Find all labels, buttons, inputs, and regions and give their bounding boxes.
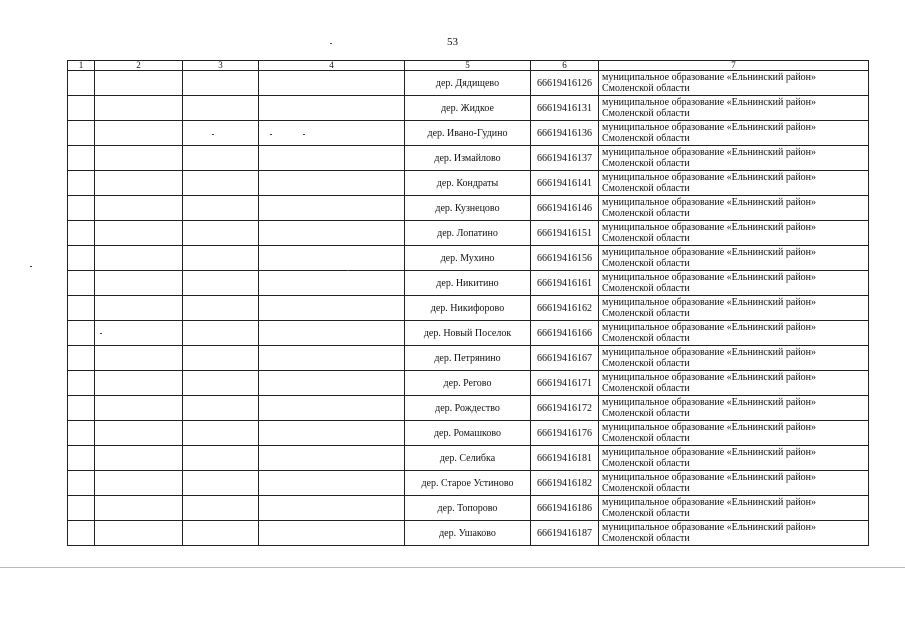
oktmo-code-cell: 66619416137 [531, 146, 599, 171]
municipality-cell [599, 196, 869, 221]
column-header-6: 6 [531, 61, 599, 71]
municipality-cell [599, 521, 869, 546]
empty-cell [68, 96, 95, 121]
municipality-line-1: муниципальное образование «Ельнинский район» [602, 472, 817, 483]
municipality-cell [599, 146, 869, 171]
empty-cell [183, 121, 259, 146]
empty-cell [95, 321, 183, 346]
empty-cell [95, 446, 183, 471]
empty-cell [95, 171, 183, 196]
empty-cell [95, 396, 183, 421]
empty-cell [95, 221, 183, 246]
municipality-line-2: Смоленской области [602, 433, 690, 444]
municipality-cell [599, 121, 869, 146]
municipality-line-2: Смоленской области [602, 408, 690, 419]
empty-cell [259, 296, 405, 321]
municipality-line-2: Смоленской области [602, 108, 690, 119]
column-header-3: 3 [183, 61, 259, 71]
municipality-line-1: муниципальное образование «Ельнинский район» [602, 522, 817, 533]
table-row [68, 71, 869, 96]
oktmo-code-cell: 66619416126 [531, 71, 599, 96]
settlement-name-cell: дер. Ушаково [405, 521, 531, 546]
municipality-line-2: Смоленской области [602, 283, 690, 294]
municipality-cell [599, 446, 869, 471]
empty-cell [183, 321, 259, 346]
empty-cell [68, 346, 95, 371]
empty-cell [259, 96, 405, 121]
empty-cell [259, 396, 405, 421]
settlement-name-cell: дер. Кузнецово [405, 196, 531, 221]
municipality-cell [599, 496, 869, 521]
municipality-line-1: муниципальное образование «Ельнинский район» [602, 447, 817, 458]
settlement-name-cell: дер. Мухино [405, 246, 531, 271]
empty-cell [183, 271, 259, 296]
empty-cell [183, 71, 259, 96]
oktmo-code-cell: 66619416156 [531, 246, 599, 271]
empty-cell [95, 346, 183, 371]
empty-cell [259, 121, 405, 146]
table-row [68, 271, 869, 296]
settlement-name-cell: дер. Никитино [405, 271, 531, 296]
scan-speck [347, 270, 349, 271]
oktmo-code-cell: 66619416166 [531, 321, 599, 346]
municipality-cell [599, 71, 869, 96]
municipality-line-1: муниципальное образование «Ельнинский район» [602, 247, 817, 258]
municipality-line-2: Смоленской области [602, 508, 690, 519]
municipality-cell [599, 346, 869, 371]
scan-speck [30, 266, 32, 267]
table-row [68, 196, 869, 221]
empty-cell [183, 346, 259, 371]
settlement-name-cell: дер. Кондраты [405, 171, 531, 196]
column-header-4: 4 [259, 61, 405, 71]
empty-cell [95, 121, 183, 146]
municipality-line-2: Смоленской области [602, 233, 690, 244]
municipality-line-1: муниципальное образование «Ельнинский район» [602, 322, 817, 333]
oktmo-code-cell: 66619416182 [531, 471, 599, 496]
empty-cell [183, 296, 259, 321]
column-header-7: 7 [599, 61, 869, 71]
oktmo-code-cell: 66619416136 [531, 121, 599, 146]
table-row [68, 471, 869, 496]
empty-cell [95, 96, 183, 121]
table-row [68, 96, 869, 121]
municipality-line-2: Смоленской области [602, 483, 690, 494]
oktmo-code-cell: 66619416171 [531, 371, 599, 396]
municipality-line-1: муниципальное образование «Ельнинский район» [602, 272, 817, 283]
settlement-name-cell: дер. Дядищево [405, 71, 531, 96]
empty-cell [68, 471, 95, 496]
municipality-line-1: муниципальное образование «Ельнинский район» [602, 147, 817, 158]
empty-cell [259, 246, 405, 271]
empty-cell [259, 471, 405, 496]
empty-cell [259, 346, 405, 371]
page-number: 53 [447, 36, 458, 48]
municipality-cell [599, 296, 869, 321]
empty-cell [68, 521, 95, 546]
table-row [68, 321, 869, 346]
settlement-name-cell: дер. Селибка [405, 446, 531, 471]
settlement-name-cell: дер. Новый Поселок [405, 321, 531, 346]
municipality-line-1: муниципальное образование «Ельнинский район» [602, 172, 817, 183]
settlement-name-cell: дер. Ромашково [405, 421, 531, 446]
municipality-cell [599, 396, 869, 421]
scan-speck [212, 134, 214, 135]
municipality-line-2: Смоленской области [602, 158, 690, 169]
empty-cell [259, 171, 405, 196]
empty-cell [259, 521, 405, 546]
table-row [68, 121, 869, 146]
table-row [68, 446, 869, 471]
table-row [68, 171, 869, 196]
oktmo-code-cell: 66619416172 [531, 396, 599, 421]
municipality-line-1: муниципальное образование «Ельнинский район» [602, 497, 817, 508]
empty-cell [68, 396, 95, 421]
municipality-line-2: Смоленской области [602, 358, 690, 369]
settlement-name-cell: дер. Рождество [405, 396, 531, 421]
empty-cell [95, 71, 183, 96]
empty-cell [95, 271, 183, 296]
empty-cell [68, 321, 95, 346]
municipality-cell [599, 471, 869, 496]
municipality-line-1: муниципальное образование «Ельнинский район» [602, 297, 817, 308]
oktmo-code-cell: 66619416167 [531, 346, 599, 371]
table-row [68, 421, 869, 446]
table-row [68, 221, 869, 246]
empty-cell [183, 196, 259, 221]
settlement-name-cell: дер. Измайлово [405, 146, 531, 171]
empty-cell [183, 146, 259, 171]
empty-cell [183, 371, 259, 396]
municipality-cell [599, 96, 869, 121]
municipality-line-2: Смоленской области [602, 208, 690, 219]
header-row [68, 61, 869, 71]
page-bottom-edge [0, 567, 905, 568]
oktmo-code-cell: 66619416162 [531, 296, 599, 321]
column-header-1: 1 [68, 61, 95, 71]
empty-cell [95, 246, 183, 271]
scan-speck [330, 43, 332, 44]
municipality-line-2: Смоленской области [602, 83, 690, 94]
municipality-line-2: Смоленской области [602, 383, 690, 394]
empty-cell [259, 321, 405, 346]
municipality-line-2: Смоленской области [602, 333, 690, 344]
column-header-5: 5 [405, 61, 531, 71]
table-row [68, 496, 869, 521]
municipality-line-1: муниципальное образование «Ельнинский район» [602, 122, 817, 133]
empty-cell [259, 146, 405, 171]
municipality-cell [599, 371, 869, 396]
settlement-name-cell: дер. Старое Устиново [405, 471, 531, 496]
oktmo-code-cell: 66619416161 [531, 271, 599, 296]
empty-cell [95, 521, 183, 546]
municipality-line-1: муниципальное образование «Ельнинский район» [602, 397, 817, 408]
municipality-line-1: муниципальное образование «Ельнинский район» [602, 197, 817, 208]
empty-cell [95, 371, 183, 396]
municipality-cell [599, 271, 869, 296]
municipality-line-1: муниципальное образование «Ельнинский район» [602, 222, 817, 233]
empty-cell [95, 196, 183, 221]
table-row [68, 396, 869, 421]
municipality-cell [599, 171, 869, 196]
empty-cell [259, 271, 405, 296]
table-row [68, 146, 869, 171]
scan-speck [270, 134, 272, 135]
empty-cell [183, 446, 259, 471]
empty-cell [68, 171, 95, 196]
empty-cell [95, 296, 183, 321]
municipality-line-2: Смоленской области [602, 183, 690, 194]
empty-cell [68, 446, 95, 471]
empty-cell [68, 371, 95, 396]
oktmo-code-cell: 66619416146 [531, 196, 599, 221]
oktmo-code-cell: 66619416141 [531, 171, 599, 196]
municipality-line-2: Смоленской области [602, 533, 690, 544]
scan-speck [303, 134, 305, 135]
oktmo-code-cell: 66619416151 [531, 221, 599, 246]
empty-cell [259, 196, 405, 221]
table-header [68, 61, 869, 71]
empty-cell [259, 421, 405, 446]
empty-cell [68, 196, 95, 221]
settlement-name-cell: дер. Ивано-Гудино [405, 121, 531, 146]
oktmo-code-cell: 66619416186 [531, 496, 599, 521]
municipality-cell [599, 221, 869, 246]
empty-cell [68, 221, 95, 246]
municipality-line-1: муниципальное образование «Ельнинский район» [602, 72, 817, 83]
table-row [68, 371, 869, 396]
municipality-line-2: Смоленской области [602, 133, 690, 144]
oktmo-code-cell: 66619416131 [531, 96, 599, 121]
empty-cell [183, 471, 259, 496]
oktmo-code-cell: 66619416181 [531, 446, 599, 471]
empty-cell [259, 371, 405, 396]
empty-cell [259, 71, 405, 96]
empty-cell [183, 496, 259, 521]
oktmo-code-cell: 66619416176 [531, 421, 599, 446]
municipality-line-1: муниципальное образование «Ельнинский район» [602, 347, 817, 358]
municipality-line-1: муниципальное образование «Ельнинский район» [602, 97, 817, 108]
empty-cell [68, 121, 95, 146]
empty-cell [68, 421, 95, 446]
empty-cell [68, 296, 95, 321]
table-row [68, 346, 869, 371]
scan-speck [100, 333, 102, 334]
empty-cell [68, 146, 95, 171]
empty-cell [183, 96, 259, 121]
table-body [68, 71, 869, 546]
empty-cell [95, 421, 183, 446]
empty-cell [95, 146, 183, 171]
table-row [68, 296, 869, 321]
empty-cell [68, 271, 95, 296]
settlement-name-cell: дер. Лопатино [405, 221, 531, 246]
municipality-cell [599, 246, 869, 271]
column-header-2: 2 [95, 61, 183, 71]
municipality-line-2: Смоленской области [602, 458, 690, 469]
empty-cell [259, 221, 405, 246]
empty-cell [183, 421, 259, 446]
settlement-registry-table [67, 60, 869, 546]
settlement-name-cell: дер. Жидкое [405, 96, 531, 121]
settlement-name-cell: дер. Никифорово [405, 296, 531, 321]
empty-cell [68, 246, 95, 271]
municipality-line-2: Смоленской области [602, 258, 690, 269]
municipality-cell [599, 421, 869, 446]
municipality-line-1: муниципальное образование «Ельнинский район» [602, 422, 817, 433]
empty-cell [183, 396, 259, 421]
empty-cell [68, 496, 95, 521]
empty-cell [95, 496, 183, 521]
municipality-line-1: муниципальное образование «Ельнинский район» [602, 372, 817, 383]
settlement-name-cell: дер. Топорово [405, 496, 531, 521]
municipality-cell [599, 321, 869, 346]
empty-cell [95, 471, 183, 496]
empty-cell [183, 221, 259, 246]
settlement-name-cell: дер. Петрянино [405, 346, 531, 371]
settlement-name-cell: дер. Регово [405, 371, 531, 396]
empty-cell [68, 71, 95, 96]
oktmo-code-cell: 66619416187 [531, 521, 599, 546]
empty-cell [183, 521, 259, 546]
empty-cell [259, 496, 405, 521]
municipality-line-2: Смоленской области [602, 308, 690, 319]
empty-cell [259, 446, 405, 471]
empty-cell [183, 246, 259, 271]
table-row [68, 246, 869, 271]
table-row [68, 521, 869, 546]
empty-cell [183, 171, 259, 196]
